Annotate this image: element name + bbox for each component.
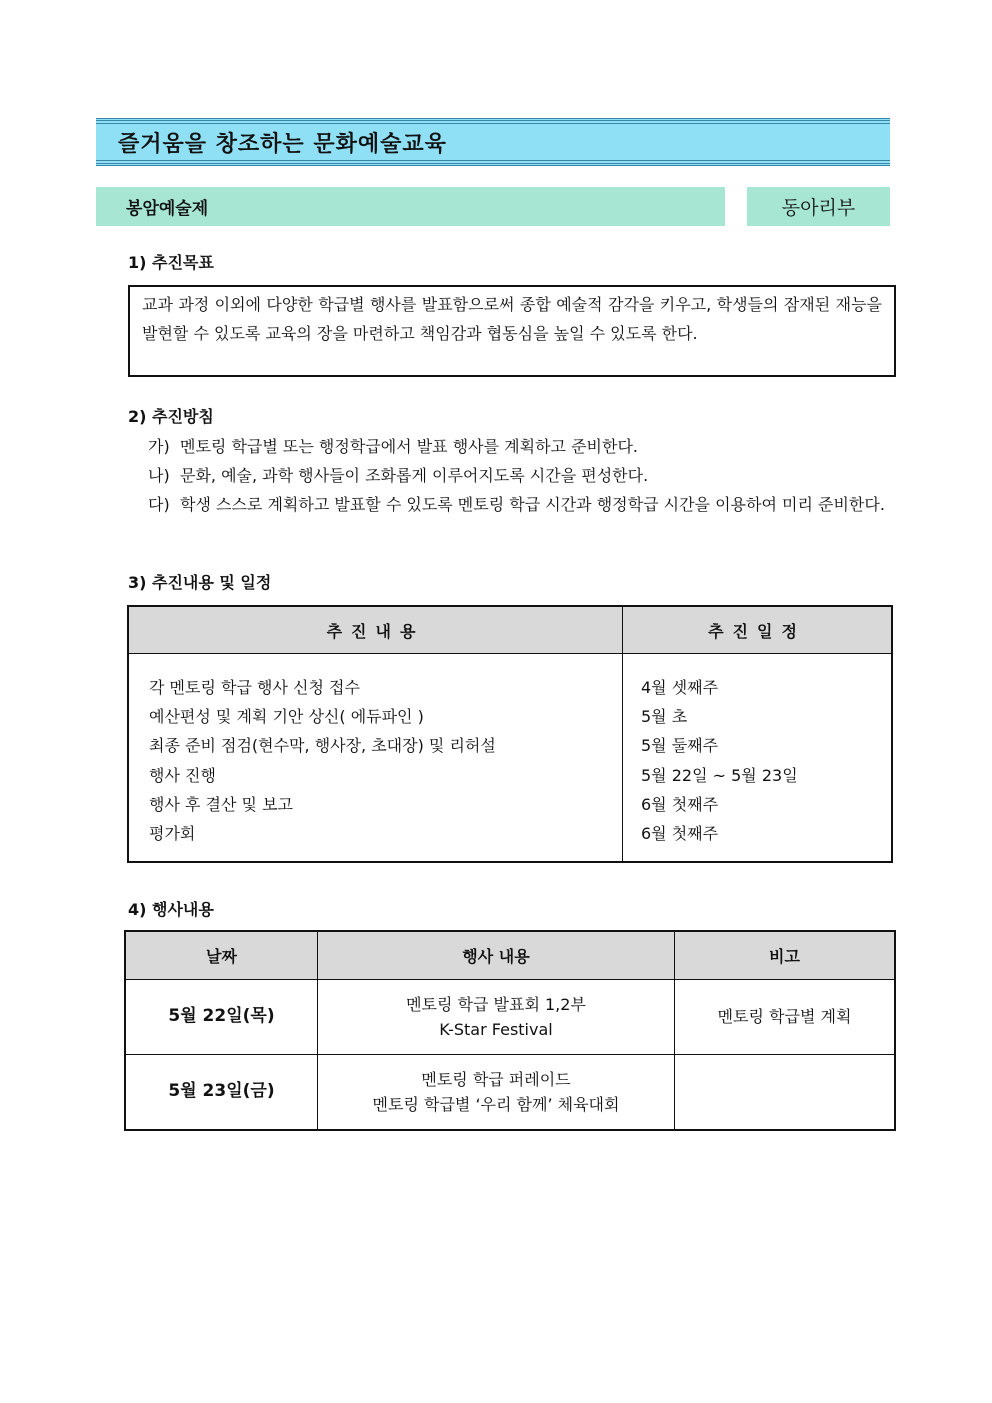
banner-top-line xyxy=(96,123,890,124)
event-note xyxy=(675,1054,896,1130)
schedule-body-row xyxy=(128,654,892,863)
subtitle-bar xyxy=(96,187,725,226)
schedule-heading: 3) 추진내용 및 일정 xyxy=(128,573,272,592)
policy-heading: 2) 추진방침 xyxy=(128,407,214,426)
policy-item-text: 학생 스스로 계획하고 발표할 수 있도록 멘토링 학급 시간과 행정학급 시간을 이용하여 미리 준비한다. xyxy=(180,495,885,514)
policy-item-text: 문화, 예술, 과학 행사들이 조화롭게 이루어지도록 시간을 편성한다. xyxy=(180,466,649,485)
table-row xyxy=(125,1054,895,1130)
title-banner xyxy=(96,118,890,166)
schedule-date-line: 4월 셋째주 xyxy=(641,678,719,697)
schedule-header-row xyxy=(128,606,892,654)
policy-item xyxy=(148,490,896,519)
schedule-col-date: 추진일정 xyxy=(623,606,893,654)
policy-item-text: 멘토링 학급별 또는 행정학급에서 발표 행사를 계획하고 준비한다. xyxy=(180,437,639,456)
event-date: 5월 22일(목) xyxy=(125,980,318,1055)
page-title: 즐거움을 창조하는 문화예술교육 xyxy=(118,131,447,157)
events-col-date: 날짜 xyxy=(125,931,318,980)
schedule-date-line: 5월 둘째주 xyxy=(641,736,719,756)
department-box xyxy=(747,187,890,226)
events-table xyxy=(124,930,896,1131)
policy-item xyxy=(148,432,896,461)
department-label: 동아리부 xyxy=(781,197,856,219)
schedule-content-line: 최종 준비 점검(현수막, 행사장, 초대장) 및 리허설 xyxy=(149,736,496,756)
event-content-line: 멘토링 학급별 ‘우리 함께’ 체육대회 xyxy=(372,1094,620,1114)
schedule-col-content: 추진내용 xyxy=(128,606,623,654)
events-col-note: 비고 xyxy=(675,931,896,980)
table-row xyxy=(125,980,895,1055)
event-content xyxy=(318,1054,675,1130)
schedule-date-cell xyxy=(623,654,893,863)
events-col-content: 행사 내용 xyxy=(318,931,675,980)
event-date: 5월 23일(금) xyxy=(125,1054,318,1130)
schedule-date-line: 6월 첫째주 xyxy=(641,824,719,844)
schedule-content-cell xyxy=(128,654,623,863)
event-content-line: 멘토링 학급 발표회 1,2부 xyxy=(406,994,586,1014)
policy-item-mark: 가) xyxy=(148,437,170,456)
events-heading: 4) 행사내용 xyxy=(128,900,214,919)
schedule-content-line: 행사 진행 xyxy=(149,765,216,785)
policy-item-mark: 나) xyxy=(148,466,170,485)
goal-heading: 1) 추진목표 xyxy=(128,253,214,272)
subtitle: 봉암예술제 xyxy=(126,199,209,219)
goal-text: 교과 과정 이외에 다양한 학급별 행사를 발표함으로써 종합 예술적 감각을 키우고, 학생들의 잠재된 재능을 발현할 수 있도록 교육의 장을 마련하고 책임감과 협동심을 높일 수 있도록 한다. xyxy=(142,295,882,343)
event-note: 멘토링 학급별 계획 xyxy=(675,980,896,1055)
schedule-table xyxy=(127,605,893,863)
schedule-date-line: 5월 22일 ~ 5월 23일 xyxy=(641,765,798,785)
schedule-content-line: 평가회 xyxy=(149,824,196,844)
goal-box xyxy=(128,285,896,377)
banner-bottom-line xyxy=(96,160,890,161)
events-header-row xyxy=(125,931,895,980)
policy-item xyxy=(148,461,896,490)
schedule-content-line: 각 멘토링 학급 행사 신청 접수 xyxy=(149,678,360,697)
schedule-content-line: 행사 후 결산 및 보고 xyxy=(149,794,293,814)
schedule-date-line: 5월 초 xyxy=(641,707,688,727)
policy-item-mark: 다) xyxy=(148,495,170,514)
event-content xyxy=(318,980,675,1055)
schedule-date-line: 6월 첫째주 xyxy=(641,794,719,814)
schedule-content-line: 예산편성 및 계획 기안 상신( 에듀파인 ) xyxy=(149,707,424,727)
event-content-line: K-Star Festival xyxy=(439,1019,553,1039)
policy-list xyxy=(148,432,896,519)
event-content-line: 멘토링 학급 퍼레이드 xyxy=(421,1069,571,1089)
